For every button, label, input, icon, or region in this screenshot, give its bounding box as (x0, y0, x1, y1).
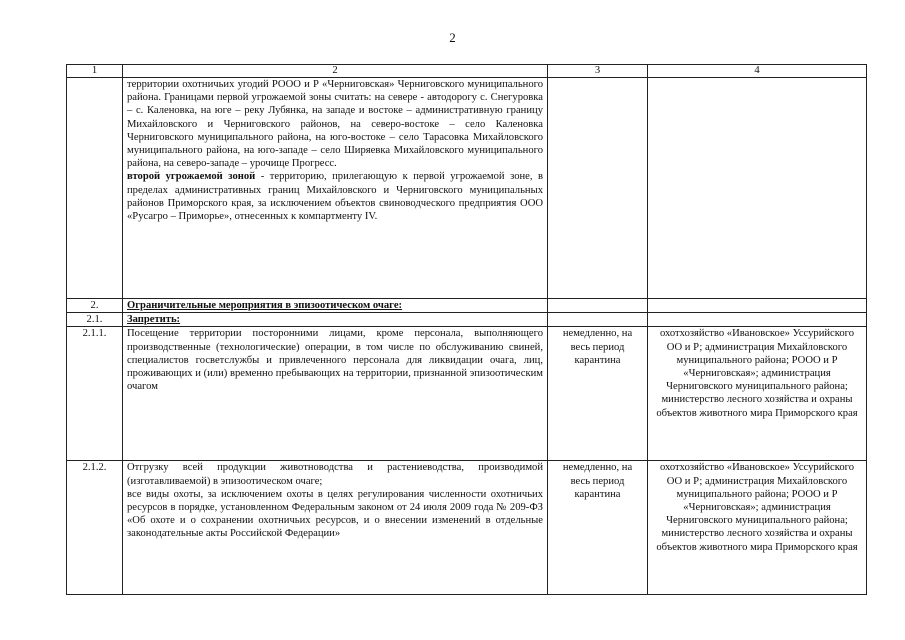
row-number (67, 78, 123, 299)
row-number: 2.1.1. (67, 327, 123, 461)
empty-cell (648, 299, 867, 313)
responsible-cell (648, 78, 867, 299)
section-number: 2.1. (67, 313, 123, 327)
term-cell (548, 78, 648, 299)
measure-text: Посещение территории посторонними лицами, кроме персонала, выполняющего производственные (технологические) операции, в том числе по обслуживанию свиней, специалистов госветслужбы и привлеченного персонала для ликвидации очага, лиц, проживающих и (или) временно пребывающих на территории, признанной эпизоотическим очагом (123, 327, 548, 461)
measure-paragraph-rest: - территорию, прилегающую к первой угрожаемой зоне, в пределах административных границ Михайловского и Черниговского муниципальных районов Приморского края, за исключением объектов свиноводческого предприятия ООО «Русагро – Приморье», отнесенных к компартменту IV. (127, 171, 544, 223)
bold-term: второй угрожаемой зоной (127, 171, 256, 183)
measure-paragraph: все виды охоты, за исключением охоты в целях регулирования численности охотничьих ресурсов в порядке, установленном Федеральным законом от 24 июля 2009 года № 209-ФЗ «Об охоте и о сохранении охотничьих ресурсов, и о внесении изменений в отдельные законодательные акты Российской Федерации» (127, 488, 543, 540)
measure-text (123, 461, 548, 595)
measures-table (66, 64, 867, 595)
table-row (67, 327, 867, 461)
term-cell: немедленно, на весь период карантина (548, 461, 648, 595)
measure-text (123, 78, 548, 299)
responsible-cell: охотхозяйство «Ивановское» Уссурийского ОО и Р; администрация Михайловского муниципального района; РООО и Р «Черниговская»; администрация Черниговского муниципального района; министерство лесного хозяйства и охраны объектов животного мира Приморского края (648, 461, 867, 595)
measure-paragraph (127, 170, 543, 223)
column-number-3: 3 (548, 65, 648, 78)
measure-paragraph: Отгрузку всей продукции животноводства и растениеводства, производимой (изготавливаемой) в эпизоотическом очаге; (127, 462, 543, 487)
row-number: 2.1.2. (67, 461, 123, 595)
section-number: 2. (67, 299, 123, 313)
measure-paragraph: территории охотничьих угодий РООО и Р «Черниговская» Черниговского муниципального района. Границами первой угрожаемой зоны считать: на севере - автодорогу с. Снегуровка – с. Каленовка, на юге – реку Лубянка, на западе и востоке – административную границу Михайловского и Черниговского районов, на северо-востоке – село Каленовка Черниговского муниципального района, на юго-востоке – село Тарасовка Михайловского муниципального района, на юго-западе – село Ширяевка Михайловского муниципального района, на северо-западе – урочище Прогресс. (127, 79, 543, 170)
term-cell: немедленно, на весь период карантина (548, 327, 648, 461)
empty-cell (648, 313, 867, 327)
section-row (67, 313, 867, 327)
column-number-4: 4 (648, 65, 867, 78)
section-title: Ограничительные мероприятия в эпизоотическом очаге: (123, 299, 548, 313)
responsible-cell: охотхозяйство «Ивановское» Уссурийского ОО и Р; администрация Михайловского муниципального района; РООО и Р «Черниговская»; администрация Черниговского муниципального района; министерство лесного хозяйства и охраны объектов животного мира Приморского края (648, 327, 867, 461)
column-number-2: 2 (123, 65, 548, 78)
empty-cell (548, 313, 648, 327)
section-row (67, 299, 867, 313)
page-number: 2 (449, 30, 456, 45)
table-row (67, 78, 867, 299)
column-number-1: 1 (67, 65, 123, 78)
empty-cell (548, 299, 648, 313)
table-row (67, 461, 867, 595)
table-header-row (67, 65, 867, 78)
section-title: Запретить: (123, 313, 548, 327)
